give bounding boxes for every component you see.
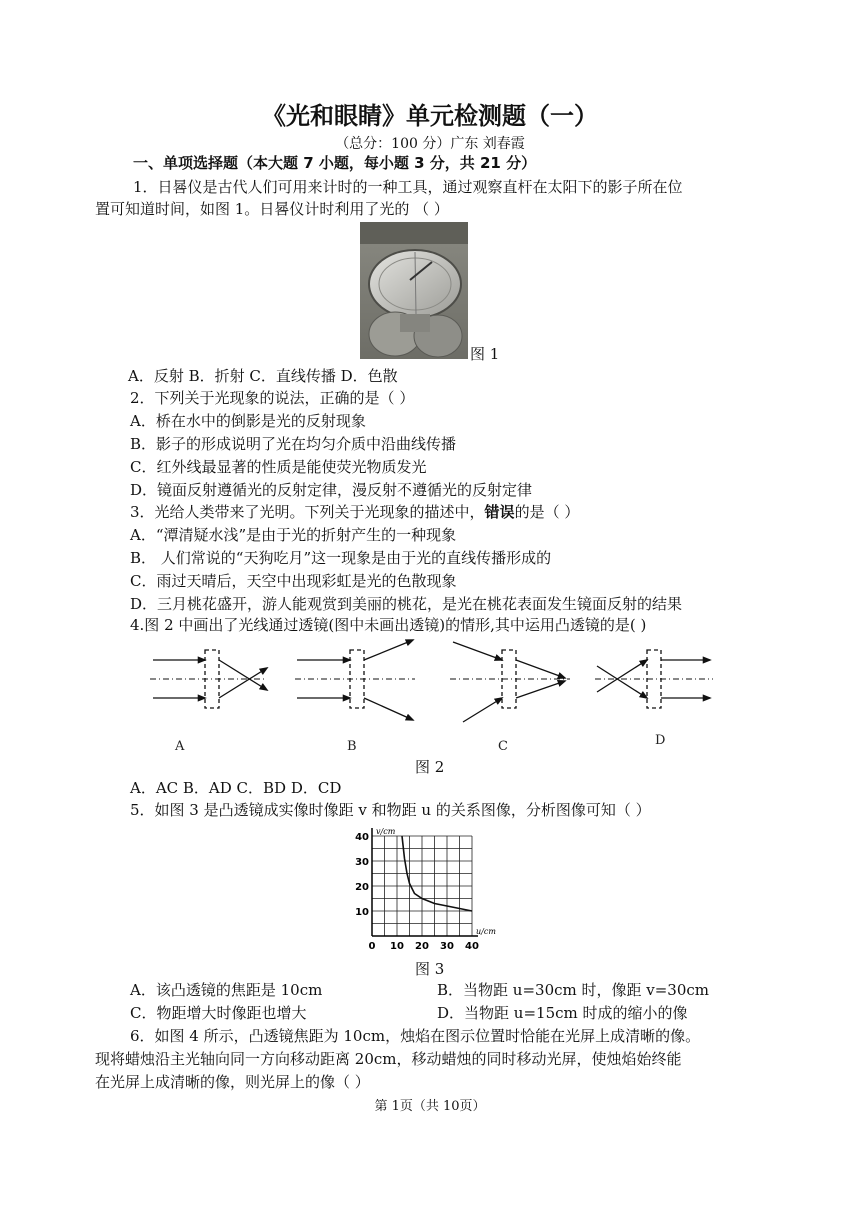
y-tick-label: 30	[355, 857, 369, 868]
y-tick-label: 10	[355, 907, 369, 918]
section-heading: 一、单项选择题（本大题 7 小题，每小题 3 分，共 21 分）	[133, 154, 537, 172]
diagram-a	[150, 650, 267, 708]
q5-option-b: B．当物距 u=30cm 时，像距 v=30cm	[437, 981, 710, 999]
diagram-label-b: B	[347, 739, 357, 754]
q2-stem: 2．下列关于光现象的说法，正确的是（ ）	[130, 389, 415, 407]
diagram-c	[450, 642, 570, 722]
q1-options: A．反射 B．折射 C．直线传播 D．色散	[128, 367, 398, 385]
q4-options: A．AC B．AD C．BD D．CD	[130, 779, 342, 797]
subtitle: （总分：100 分）广东 刘春霞	[335, 136, 525, 152]
q3-option-c: C．雨过天晴后，天空中出现彩虹是光的色散现象	[130, 572, 457, 590]
y-axis-label: v/cm	[376, 827, 396, 836]
q5-option-d: D．当物距 u=15cm 时成的缩小的像	[437, 1004, 688, 1022]
x-tick-label: 0	[368, 941, 376, 952]
q6-line3: 在光屏上成清晰的像，则光屏上的像（ ）	[95, 1073, 370, 1091]
x-axis-label: u/cm	[476, 927, 496, 936]
q3-stem-emphasis: 错误	[484, 503, 515, 521]
q4-stem: 4.图 2 中画出了光线通过透镜(图中未画出透镜)的情形,其中运用凸透镜的是( )	[130, 616, 647, 634]
fig3-caption: 图 3	[415, 960, 445, 978]
page-title: 《光和眼睛》单元检测题（一）	[262, 102, 598, 130]
q3-option-d: D．三月桃花盛开，游人能观赏到美丽的桃花，是光在桃花表面发生镜面反射的结果	[130, 595, 683, 613]
q6-line1: 6．如图 4 所示，凸透镜焦距为 10cm，烛焰在图示位置时恰能在光屏上成清晰的像。	[130, 1027, 701, 1045]
x-tick-label: 30	[440, 941, 454, 952]
x-tick-label: 20	[415, 941, 429, 952]
diagram-label-c: C	[498, 739, 508, 754]
page-footer: 第 1页（共 10页）	[374, 1099, 486, 1114]
q5-option-a: A．该凸透镜的焦距是 10cm	[130, 981, 323, 999]
x-tick-label: 10	[390, 941, 404, 952]
diagram-label-a: A	[175, 739, 185, 754]
lens-ray-diagrams	[145, 638, 725, 758]
q3-stem: 3．光给人类带来了光明。下列关于光现象的描述中，错误的是（ ）	[130, 503, 580, 521]
q2-option-b: B．影子的形成说明了光在均匀介质中沿曲线传播	[130, 435, 457, 453]
q1-stem-line2: 置可知道时间，如图 1。日晷仪计时利用了光的 （ ）	[95, 200, 449, 218]
image-distance-chart	[350, 822, 510, 957]
q2-option-a: A．桥在水中的倒影是光的反射现象	[130, 412, 366, 430]
q2-option-c: C．红外线最显著的性质是能使荧光物质发光	[130, 458, 427, 476]
diagram-b	[295, 640, 415, 720]
fig2-caption: 图 2	[415, 758, 445, 776]
sundial-photo	[360, 222, 468, 359]
q6-line2: 现将蜡烛沿主光轴向同一方向移动距离 20cm，移动蜡烛的同时移动光屏，使烛焰始终能	[95, 1050, 682, 1068]
x-tick-label: 40	[465, 941, 479, 952]
q1-stem-line1: 1．日晷仪是古代人们可用来计时的一种工具，通过观察直杆在太阳下的影子所在位	[133, 178, 683, 196]
diagram-label-d: D	[655, 733, 666, 748]
q2-option-d: D．镜面反射遵循光的反射定律，漫反射不遵循光的反射定律	[130, 481, 533, 499]
fig1-caption: 图 1	[470, 345, 500, 363]
y-tick-label: 40	[355, 832, 369, 843]
q3-option-a: A．“潭清疑水浅”是由于光的折射产生的一种现象	[130, 526, 457, 544]
diagram-d	[595, 650, 713, 708]
q5-stem: 5．如图 3 是凸透镜成实像时像距 v 和物距 u 的关系图像，分析图像可知（ ）	[130, 801, 651, 819]
y-tick-label: 20	[355, 882, 369, 893]
q3-option-b: B． 人们常说的“天狗吃月”这一现象是由于光的直线传播形成的	[130, 549, 552, 567]
q5-option-c: C．物距增大时像距也增大	[130, 1004, 307, 1022]
